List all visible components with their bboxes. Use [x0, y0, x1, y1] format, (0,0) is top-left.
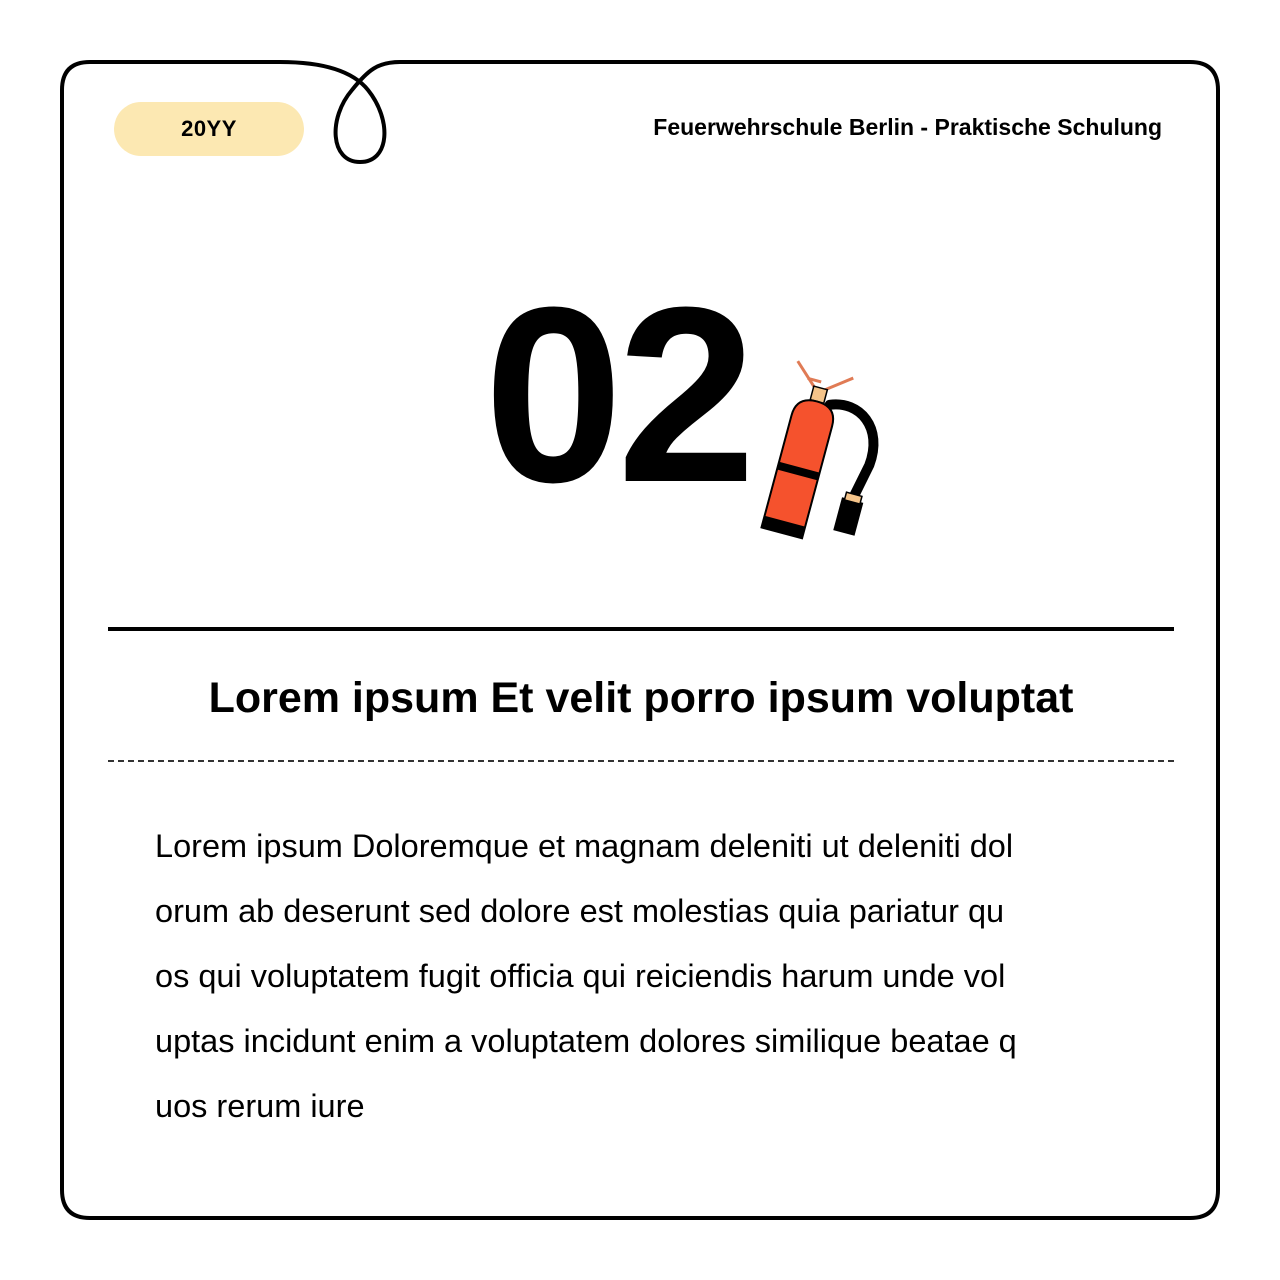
body-line: Lorem ipsum Doloremque et magnam deleniti ut deleniti dol [155, 828, 1014, 864]
body-line: os qui voluptatem fugit officia qui reiciendis harum unde vol [155, 958, 1006, 994]
section-headline: Lorem ipsum Et velit porro ipsum voluptat [208, 674, 1074, 722]
body-line: orum ab deserunt sed dolore est molestias quia pariatur qu [155, 893, 1005, 929]
dashed-divider [108, 760, 1174, 762]
header-title: Feuerwehrschule Berlin - Praktische Schulung [653, 114, 1162, 140]
step-number: 02 [484, 255, 751, 534]
year-badge [114, 102, 304, 156]
body-paragraph [155, 814, 1145, 1139]
body-line: uos rerum iure [155, 1088, 365, 1124]
year-badge-label: 20YY [181, 116, 237, 141]
section-divider [108, 627, 1174, 631]
body-line: uptas incidunt enim a voluptatem dolores similique beatae q [155, 1023, 1017, 1059]
fire-extinguisher-icon [740, 360, 890, 560]
